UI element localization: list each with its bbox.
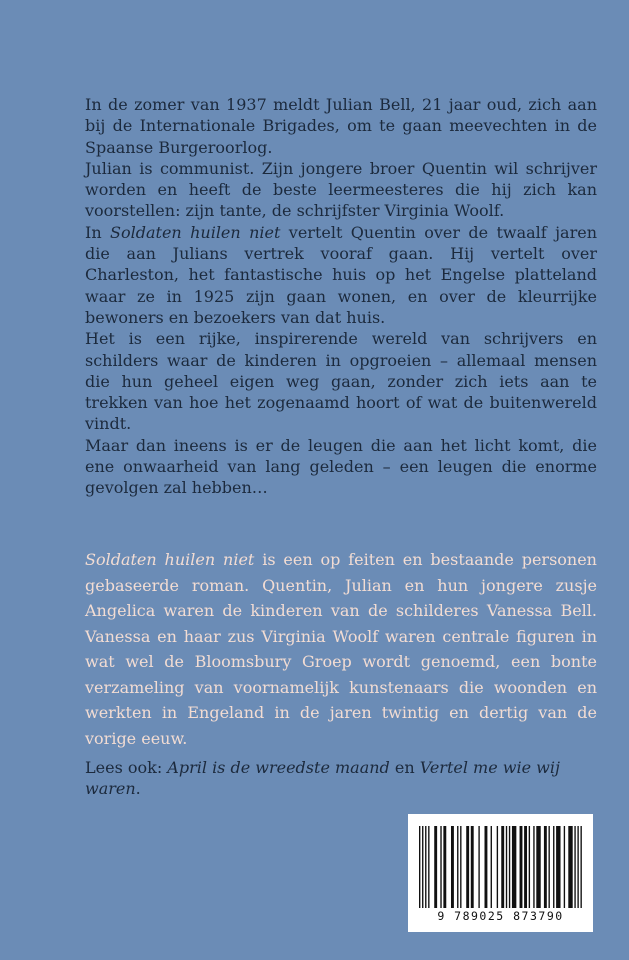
barcode-bar (419, 826, 420, 908)
barcode-bar (460, 826, 461, 908)
barcode-bar (501, 826, 504, 908)
barcode-bar (451, 826, 454, 908)
lees-ook-prefix: Lees ook: (85, 758, 168, 777)
barcode-bar (506, 826, 507, 908)
barcode-bar (574, 826, 575, 908)
barcode-bar (471, 826, 474, 908)
barcode-bar (457, 826, 458, 908)
barcode-bar (536, 826, 540, 908)
blurb-paragraph-2: Julian is communist. Zijn jongere broer Quentin wil schrijver worden en heeft de beste leermeesteres die hij zich kan voorstellen: zijn tante, de schrijfster Virginia Woolf. (85, 158, 597, 221)
barcode-label (408, 814, 593, 932)
note-text: is een op feiten en bestaande personen gebaseerde roman. Quentin, Julian en hun jongere zusje Angelica waren de kinderen van de schilderes Vanessa Bell. Vanessa en haar zus Virginia Woolf waren centrale figuren in wat wel de Bloomsbury Groep wordt genoemd, een bonte verzameling van voornamelijk kunstenaars die woonden en werkten in Engeland in de jaren twintig en dertig van de vorige eeuw. (85, 550, 597, 748)
barcode-bar (533, 826, 534, 908)
lees-ook-conj: en (389, 758, 420, 777)
barcode-bar (544, 826, 547, 908)
barcode-bar (529, 826, 530, 908)
barcode-bar (478, 826, 479, 908)
blurb-paragraph-1: In de zomer van 1937 meldt Julian Bell, 21 jaar oud, zich aan bij de Internationale Brigades, om te gaan meevechten in de Spaanse Burgeroorlog. (85, 95, 597, 157)
barcode-bar (428, 826, 429, 908)
related-book-1: April is de wreedste maand (167, 758, 390, 777)
barcode-bar (556, 826, 560, 908)
blurb-p3-before: In (85, 222, 111, 242)
barcode-bar (512, 826, 516, 908)
barcode-bar (553, 826, 554, 908)
lees-ook-suffix: . (135, 779, 141, 798)
lees-ook-line (85, 757, 597, 799)
barcode-bar (497, 826, 498, 908)
barcode-bar (568, 826, 572, 908)
note-book-title: Soldaten huilen niet (85, 550, 255, 569)
barcode (419, 826, 582, 908)
barcode-bar (577, 826, 578, 908)
barcode-bar (580, 826, 581, 908)
barcode-bar (485, 826, 488, 908)
blurb-paragraph-5: Maar dan ineens is er de leugen die aan het licht komt, die ene onwaarheid van lang geleden – een leugen die enorme gevolgen zal hebben… (85, 435, 597, 498)
historical-note (85, 547, 597, 751)
barcode-bar (422, 826, 423, 908)
blurb-paragraph-3 (85, 222, 597, 328)
barcode-bar (434, 826, 437, 908)
barcode-bar (564, 826, 565, 908)
book-title: Soldaten huilen niet (110, 222, 281, 242)
isbn-number: 9 789025 873790 (437, 909, 564, 923)
barcode-bar (425, 826, 426, 908)
barcode-bar (466, 826, 469, 908)
blurb-paragraph-4: Het is een rijke, inspirerende wereld van schrijvers en schilders waar de kinderen in opgroeien – allemaal mensen die hun geheel eigen weg gaan, zonder zich iets aan te trekken van hoe het zogenaamd hoort of wat de buitenwereld vindt. (85, 329, 597, 434)
blurb-p3-after: vertelt Quentin over de twaalf jaren die aan Julians vertrek vooraf gaan. Hij vertelt over Charleston, het fantastische huis op het Engelse platteland waar ze in 1925 zijn gaan wonen, en over de kleurrijke bewoners en bezoekers van dat huis. (85, 222, 598, 327)
barcode-bar (548, 826, 549, 908)
barcode-bar (520, 826, 523, 908)
blurb (85, 94, 597, 499)
related-book-2: Vertel me wie wij waren (85, 758, 560, 798)
barcode-bar (440, 826, 441, 908)
barcode-bar (443, 826, 446, 908)
barcode-bar (509, 826, 510, 908)
barcode-bar (524, 826, 527, 908)
barcode-bar (491, 826, 492, 908)
